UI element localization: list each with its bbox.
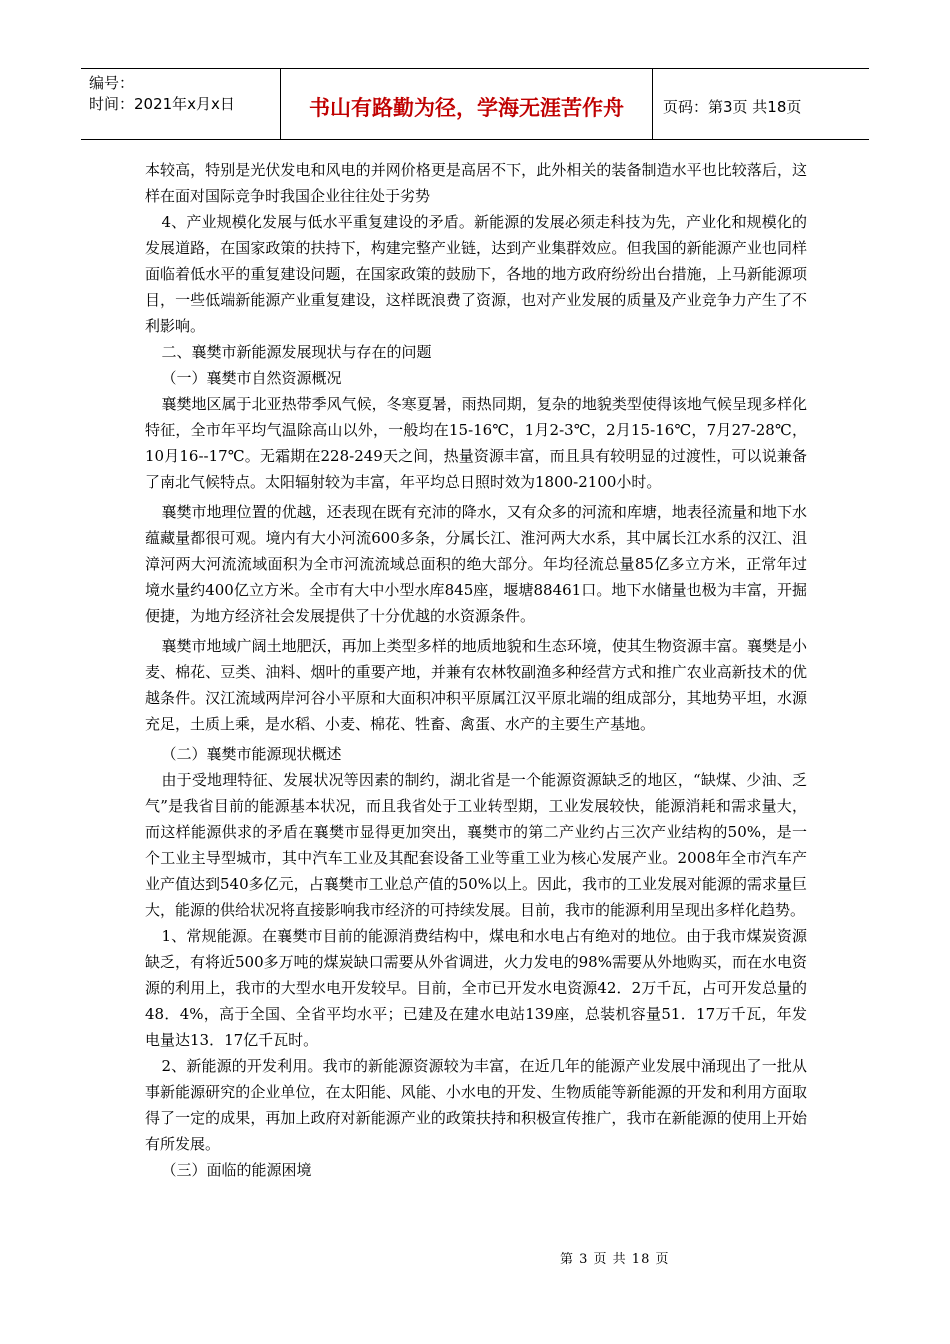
paragraph-continuation: 本较高，特别是光伏发电和风电的并网价格更是高居不下，此外相关的装备制造水平也比较落后，这样在面对国际竞争时我国企业往往处于劣势 (145, 161, 807, 205)
section-heading-2: 二、襄樊市新能源发展现状与存在的问题 (161, 343, 432, 361)
doc-time-label: 时间：2021年x月x日 (89, 95, 235, 113)
paragraph-water: 襄樊市地理位置的优越，还表现在既有充沛的降水，又有众多的河流和库塘，地表径流量和地下水蕴藏量都很可观。境内有大小河流600多条，分属长江、淮河两大水系，其中属长江水系的汉江、沮漳河两大河流流域面积为全市河流流域总面积的绝大部分。年均径流总量85亿多立方米，正常年过境水量约400亿立方米。全市有大中小型水库845座，堰塘88461口。地下水储量也极为丰富，开掘便捷，为地方经济社会发展提供了十分优越的水资源条件。 (145, 503, 807, 625)
page-footer: 第 3 页 共 18 页 (560, 1252, 670, 1267)
paragraph-climate: 襄樊地区属于北亚热带季风气候，冬寒夏暑，雨热同期，复杂的地貌类型使得该地气候呈现多样化特征，全市年平均气温除高山以外，一般均在15-16℃，1月2-3℃，2月15-16℃，7月27-28℃，10月16--17℃。无霜期在228-249天之间，热量资源丰富，而且具有较明显的过渡性，可以说兼备了南北气候特点。太阳辐射较为丰富，年平均总日照时效为1800-2100小时。 (145, 395, 807, 491)
document-body (145, 157, 807, 1183)
doc-code-label: 编号： (89, 74, 135, 92)
paragraph-energy-overview: 由于受地理特征、发展状况等因素的制约，湖北省是一个能源资源缺乏的地区，“缺煤、少油、乏气”是我省目前的能源基本状况，而且我省处于工业转型期，工业发展较快，能源消耗和需求量大，而这样能源供求的矛盾在襄樊市显得更加突出，襄樊市的第二产业约占三次产业结构的50%，是一个工业主导型城市，其中汽车工业及其配套设备工业等重工业为核心发展产业。2008年全市汽车产业产值达到540多亿元，占襄樊市工业总产值的50%以上。因此，我市的工业发展对能源的需求量巨大，能源的供给状况将直接影响我市经济的可持续发展。目前，我市的能源利用呈现出多样化趋势。 (145, 771, 807, 919)
subsection-heading-3: （三）面临的能源困境 (161, 1161, 312, 1179)
header-motto: 书山有路勤为径，学海无涯苦作舟 (281, 69, 653, 139)
subsection-heading-1: （一）襄樊市自然资源概况 (161, 369, 342, 387)
header-page-label: 页码：第3页 共18页 (663, 97, 802, 116)
subsection-heading-2: （二）襄樊市能源现状概述 (161, 745, 342, 763)
paragraph-land: 襄樊市地域广阔土地肥沃，再加上类型多样的地质地貌和生态环境，使其生物资源丰富。襄樊是小麦、棉花、豆类、油料、烟叶的重要产地，并兼有农林牧副渔多种经营方式和推广农业高新技术的优越条件。汉江流域两岸河谷小平原和大面积冲积平原属江汉平原北端的组成部分，其地势平坦，水源充足，土质上乘，是水稻、小麦、棉花、牲畜、禽蛋、水产的主要生产基地。 (145, 637, 807, 733)
paragraph-item-4: 4、产业规模化发展与低水平重复建设的矛盾。新能源的发展必须走科技为先，产业化和规模化的发展道路，在国家政策的扶持下，构建完整产业链，达到产业集群效应。但我国的新能源产业也同样面临着低水平的重复建设问题，在国家政策的鼓励下，各地的地方政府纷纷出台措施，上马新能源项目，一些低端新能源产业重复建设，这样既浪费了资源，也对产业发展的质量及产业竞争力产生了不利影响。 (145, 213, 807, 335)
page-header (81, 68, 869, 140)
paragraph-conventional-energy: 1、常规能源。在襄樊市目前的能源消费结构中，煤电和水电占有绝对的地位。由于我市煤炭资源缺乏，有将近500多万吨的煤炭缺口需要从外省调进，火力发电的98%需要从外地购买，而在水电资源的利用上，我市的大型水电开发较早。目前，全市已开发水电资源42．2万千瓦，占可开发总量的48．4%，高于全国、全省平均水平；已建及在建水电站139座，总装机容量51．17万千瓦，年发电量达13．17亿千瓦时。 (145, 927, 807, 1049)
paragraph-new-energy: 2、新能源的开发利用。我市的新能源资源较为丰富，在近几年的能源产业发展中涌现出了一批从事新能源研究的企业单位，在太阳能、风能、小水电的开发、生物质能等新能源的开发和利用方面取得了一定的成果，再加上政府对新能源产业的政策扶持和积极宣传推广，我市在新能源的使用上开始有所发展。 (145, 1057, 807, 1153)
header-meta (81, 69, 281, 139)
